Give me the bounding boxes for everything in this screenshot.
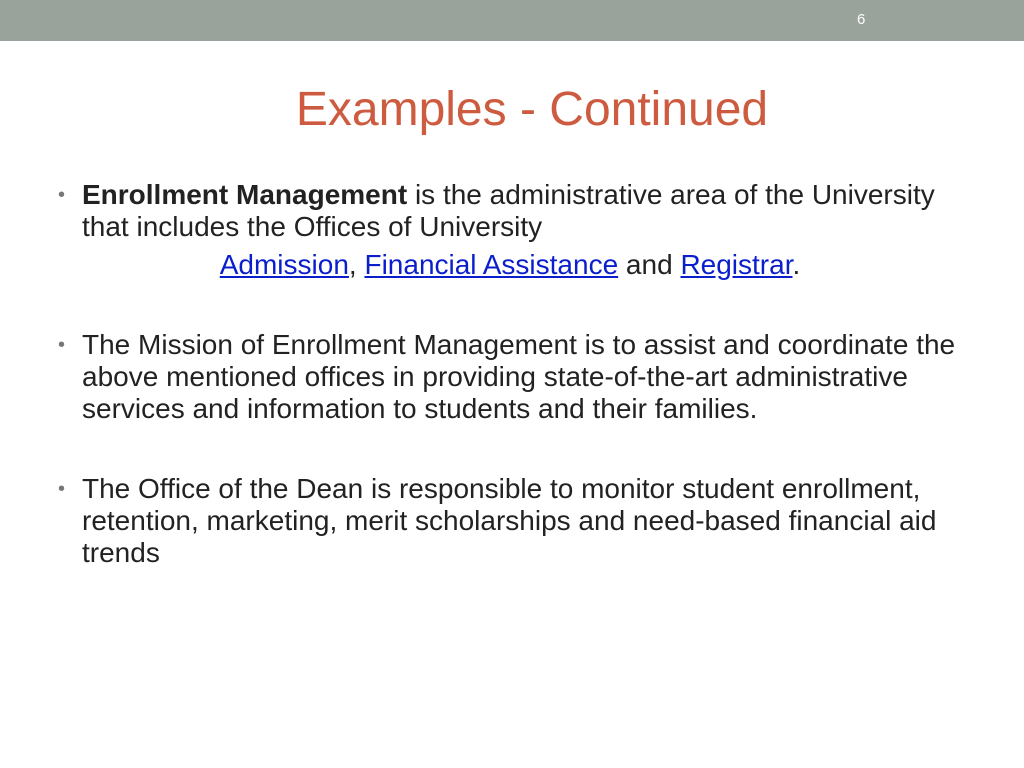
- bullet-dot-icon: •: [58, 478, 66, 500]
- bullet-bold-lead: Enrollment Management: [82, 179, 408, 210]
- slide-number: 6: [857, 11, 866, 28]
- slide-top-bar: [0, 0, 1024, 41]
- admission-link[interactable]: Admission: [219, 249, 349, 280]
- offices-links-line: [82, 249, 978, 281]
- registrar-link[interactable]: Registrar: [680, 249, 793, 280]
- bullet-mission: [58, 329, 978, 425]
- bullet-list: [58, 179, 978, 569]
- bullet-text: The Office of the Dean is responsible to monitor student enrollment, retention, marketing, merit scholarships and need-based financial aid trends: [82, 473, 937, 568]
- bullet-enrollment-management: [58, 179, 978, 281]
- links-separator-comma: ,: [348, 249, 365, 280]
- links-end-period: .: [792, 249, 801, 280]
- bullet-office-of-dean: [58, 473, 978, 569]
- slide-title: Examples - Continued: [295, 83, 769, 136]
- bullet-text: The Mission of Enrollment Management is to assist and coordinate the above mentioned offices in providing state-of-the-art administrative services and information to students and their families.: [82, 329, 956, 424]
- financial-assistance-link[interactable]: Financial Assistance: [364, 249, 619, 280]
- links-separator-and: and: [618, 249, 681, 280]
- bullet-dot-icon: •: [58, 334, 66, 356]
- bullet-dot-icon: •: [58, 184, 66, 206]
- bullet-text: is the administrative area of the University that includes the Offices of University: [82, 179, 935, 242]
